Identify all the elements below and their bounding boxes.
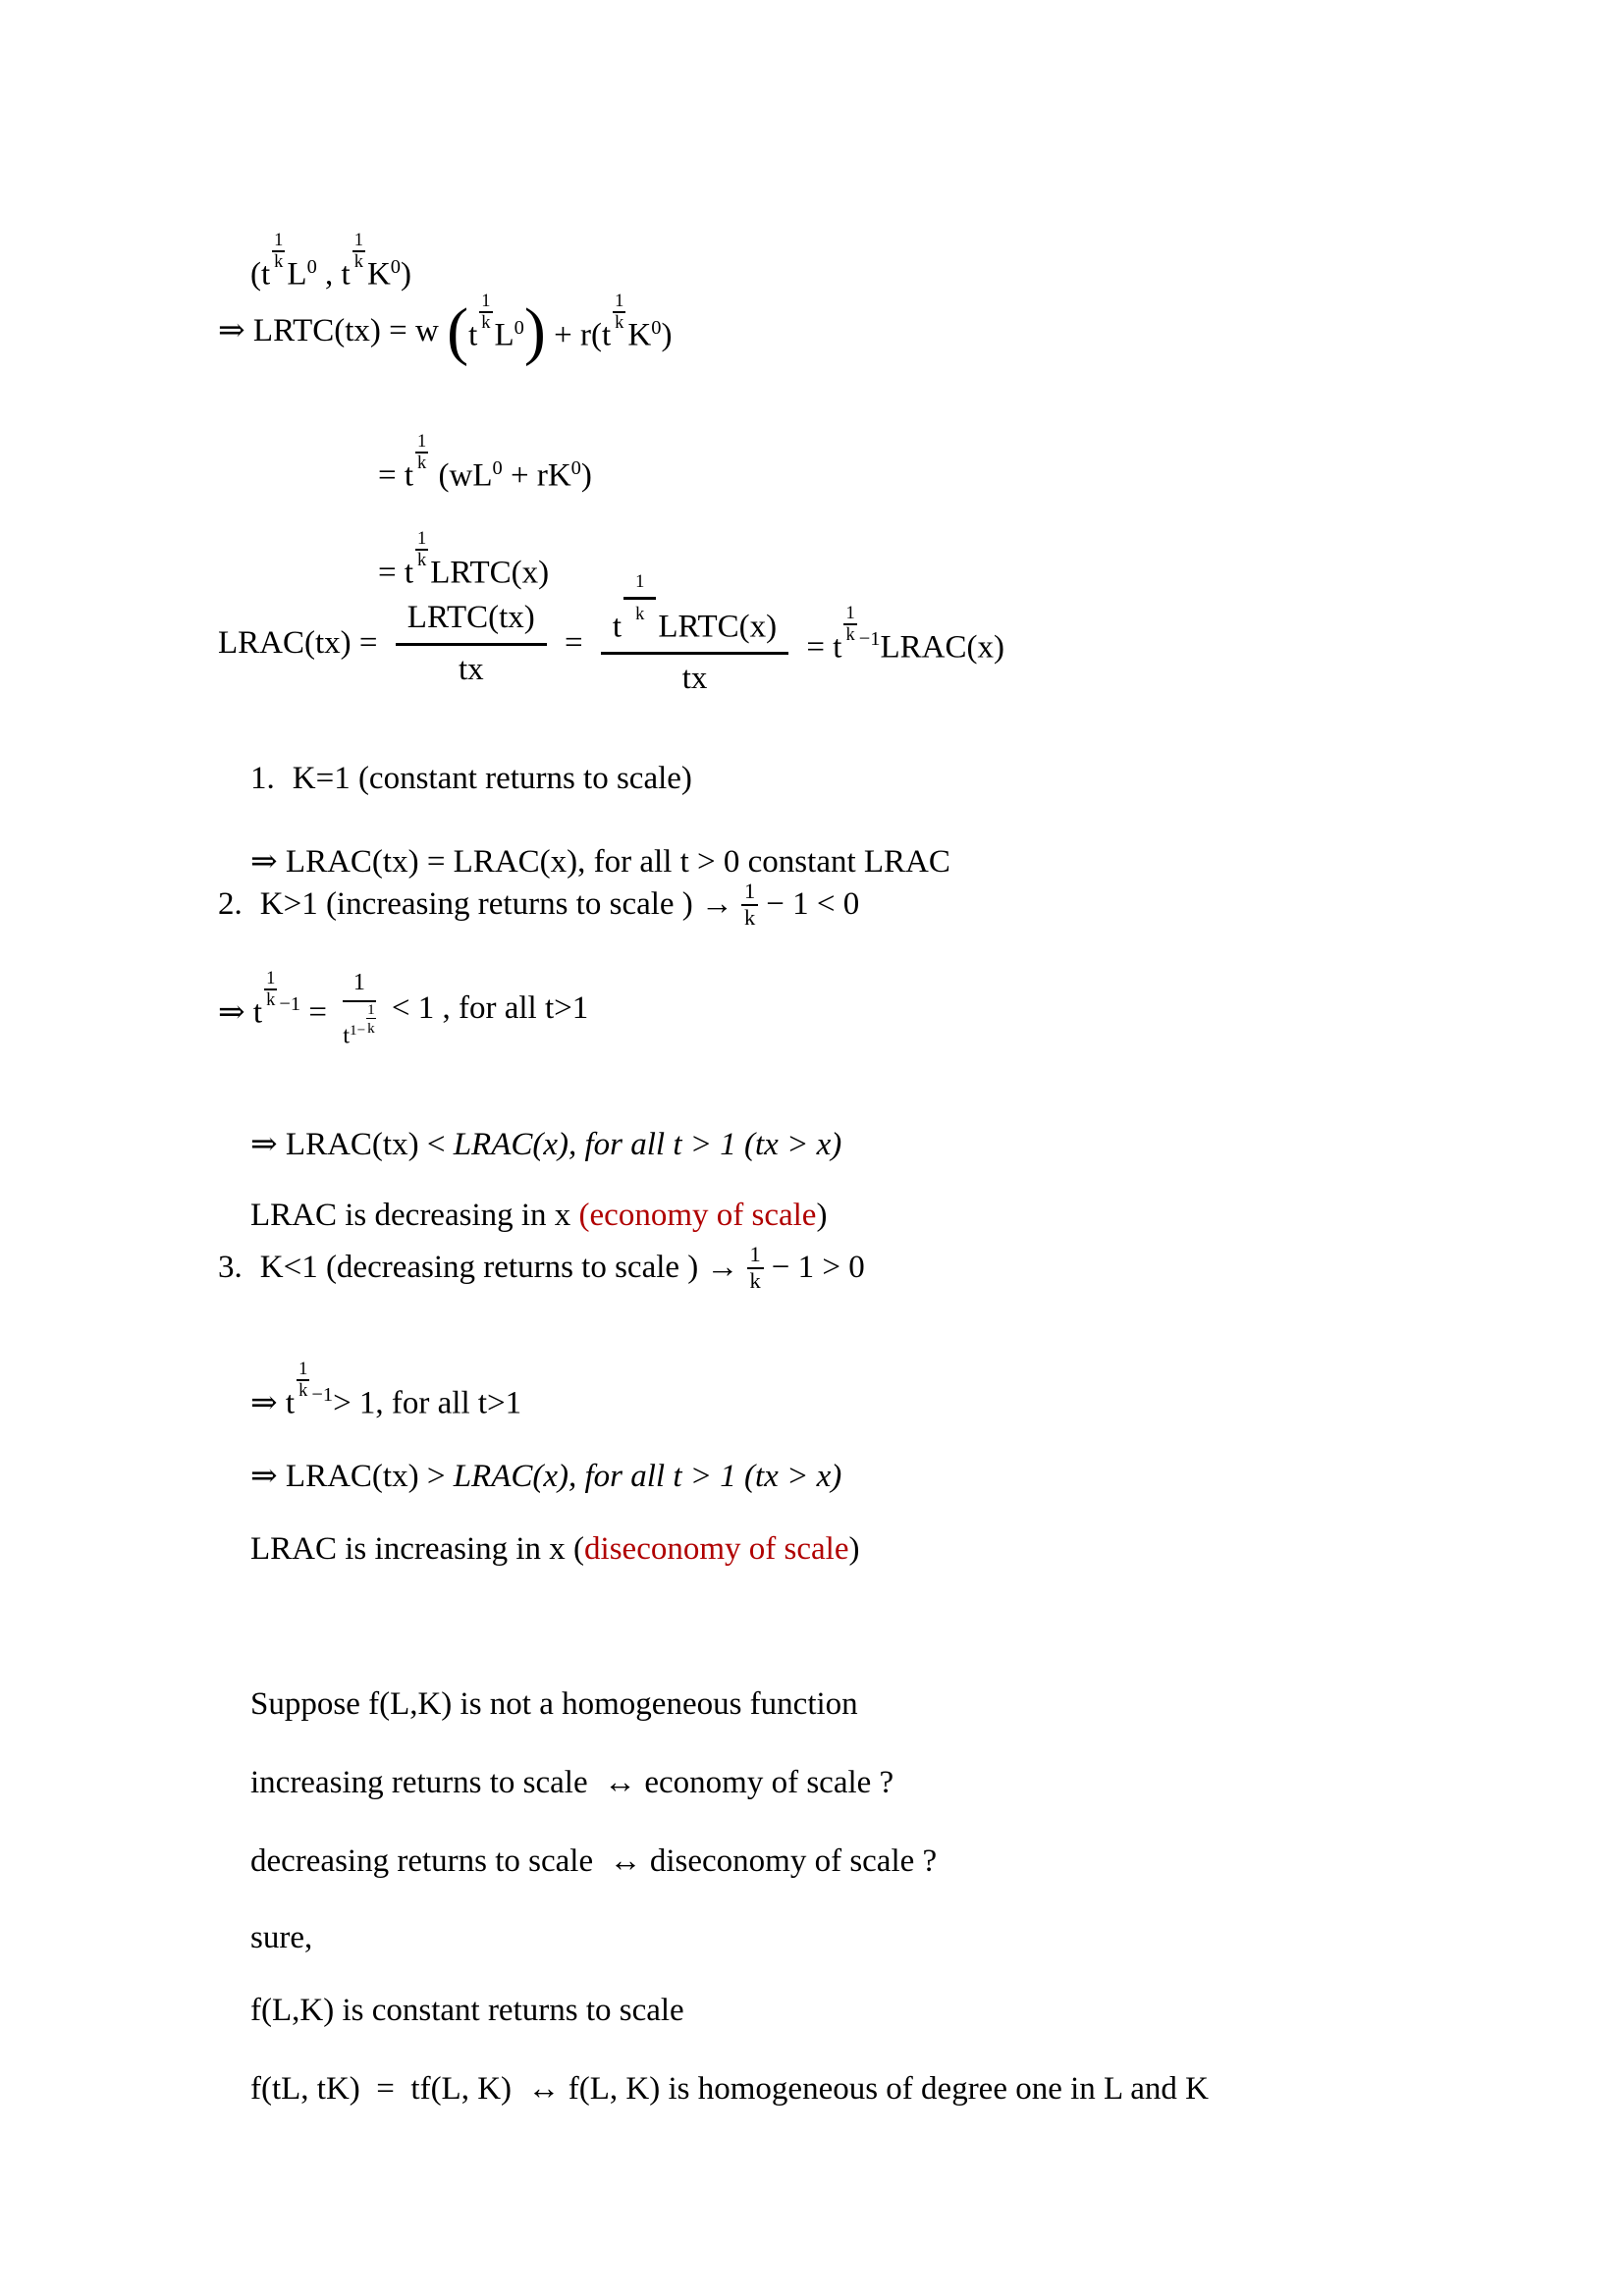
implies-arrow: ⇒ bbox=[250, 1458, 278, 1494]
run: = bbox=[300, 994, 336, 1031]
denominator: k bbox=[298, 1379, 308, 1400]
paragraph-drs-question bbox=[218, 1806, 937, 1918]
run: increasing returns to scale bbox=[250, 1764, 605, 1800]
left-right-arrow: ↔ bbox=[609, 1842, 642, 1879]
run: + rK bbox=[502, 457, 571, 494]
superscript: 0 bbox=[514, 316, 524, 339]
note-diseconomy-of-scale bbox=[218, 1494, 859, 1606]
run: diseconomy of scale ? bbox=[641, 1842, 938, 1879]
list-text: K<1 (decreasing returns to scale ) bbox=[259, 1250, 707, 1286]
run: ) bbox=[401, 256, 412, 293]
denominator: k bbox=[266, 988, 276, 1009]
run: L bbox=[287, 256, 307, 293]
numerator: 1 bbox=[343, 968, 375, 1001]
denominator: k bbox=[845, 623, 855, 644]
run: LRTC(x) bbox=[658, 609, 778, 645]
list-number: 1. bbox=[250, 760, 275, 796]
run: , t bbox=[316, 256, 351, 293]
exponent-fraction bbox=[613, 292, 625, 332]
exponent-fraction bbox=[843, 604, 856, 644]
run: LRAC(tx) = bbox=[218, 625, 386, 662]
run bbox=[218, 968, 336, 1032]
display-fraction bbox=[343, 968, 375, 1049]
italic-run: LRAC(x), for all t > 1 (tx > x) bbox=[453, 1126, 842, 1162]
run bbox=[545, 291, 673, 354]
run: economy of scale ? bbox=[636, 1764, 894, 1800]
display-fraction bbox=[747, 1243, 764, 1293]
numerator: 1 bbox=[264, 969, 277, 989]
numerator: 1 bbox=[843, 604, 856, 624]
run: = t bbox=[378, 457, 414, 494]
numerator: 1 bbox=[367, 1001, 375, 1018]
run: 1− bbox=[349, 1022, 366, 1039]
numerator: 1 bbox=[613, 292, 625, 312]
maps-to-arrow: → bbox=[706, 1250, 739, 1286]
run: f(tL, tK) = tf(L, K) bbox=[250, 2070, 528, 2107]
run: f(L,K) is constant returns to scale bbox=[250, 1992, 684, 2028]
run: ) bbox=[580, 457, 592, 494]
denominator: k bbox=[367, 1020, 375, 1037]
eq-lrtc-expansion bbox=[218, 291, 672, 373]
numerator: 1 bbox=[623, 572, 656, 599]
run: − 1 > 0 bbox=[771, 1250, 865, 1286]
numerator: 1 bbox=[747, 1243, 764, 1269]
run bbox=[798, 603, 1004, 667]
denominator: k bbox=[417, 549, 427, 569]
list-number: 2. bbox=[218, 886, 243, 923]
numerator: LRTC(tx) bbox=[396, 599, 547, 646]
implies-arrow: ⇒ bbox=[218, 994, 245, 1031]
list-text: K>1 (increasing returns to scale ) bbox=[259, 886, 702, 923]
run: t bbox=[343, 1022, 350, 1049]
numerator: 1 bbox=[352, 231, 365, 251]
eq-lrac-chain bbox=[218, 571, 1004, 701]
list-text: K=1 (constant returns to scale) bbox=[292, 760, 692, 796]
display-fraction bbox=[741, 880, 758, 930]
run: K bbox=[627, 317, 652, 353]
denominator: k bbox=[749, 1268, 761, 1293]
denominator: tx bbox=[458, 651, 484, 687]
exponent-fraction bbox=[415, 529, 428, 569]
exponent-fraction bbox=[297, 1360, 309, 1400]
run: f(L, K) is homogeneous of degree one in L and K bbox=[560, 2070, 1209, 2107]
red-annotation: (economy of scale bbox=[578, 1197, 817, 1233]
run: LRTC(tx) = w bbox=[244, 313, 448, 349]
denominator bbox=[343, 1002, 375, 1050]
red-annotation: diseconomy of scale bbox=[584, 1530, 849, 1567]
run: (t bbox=[250, 256, 271, 293]
denominator: k bbox=[635, 603, 645, 623]
exponent-minus-one: −1 bbox=[311, 1384, 334, 1407]
tiny-fraction bbox=[366, 1003, 376, 1037]
run: LRAC(x) bbox=[880, 629, 1004, 666]
implies-arrow: ⇒ bbox=[250, 843, 278, 880]
denominator: k bbox=[615, 311, 624, 332]
run: LRAC is decreasing in x bbox=[250, 1197, 579, 1233]
exponent-fraction bbox=[623, 572, 656, 623]
run: LRTC(x) bbox=[430, 555, 550, 591]
list-number: 3. bbox=[218, 1250, 243, 1286]
run: + r(t bbox=[545, 317, 612, 353]
numerator: 1 bbox=[415, 432, 428, 453]
run: t bbox=[468, 317, 478, 353]
run: K bbox=[366, 256, 391, 293]
list-item-case2 bbox=[218, 874, 859, 936]
run: = t bbox=[378, 555, 414, 591]
denominator: k bbox=[353, 250, 363, 271]
eq-case2-power bbox=[218, 967, 588, 1051]
run: L bbox=[494, 317, 514, 353]
exponent-minus-one: −1 bbox=[858, 627, 881, 650]
denominator: k bbox=[417, 452, 427, 472]
superscript: 0 bbox=[651, 316, 662, 339]
run: < 1 , for all t>1 bbox=[383, 990, 589, 1027]
list-item-case3 bbox=[218, 1237, 865, 1300]
numerator: 1 bbox=[479, 292, 492, 312]
run: Suppose f(L,K) is not a homogeneous function bbox=[250, 1685, 858, 1722]
numerator: 1 bbox=[415, 529, 428, 550]
display-fraction bbox=[396, 599, 547, 689]
denominator: k bbox=[744, 905, 756, 930]
run: = t bbox=[798, 629, 842, 666]
implies-arrow: ⇒ bbox=[250, 1385, 278, 1421]
denominator: k bbox=[274, 250, 284, 271]
left-right-arrow: ↔ bbox=[527, 2070, 561, 2107]
exponent-fraction bbox=[415, 432, 428, 472]
close-paren: ) bbox=[523, 294, 546, 367]
run: decreasing returns to scale bbox=[250, 1842, 610, 1879]
run: = bbox=[556, 625, 591, 662]
numerator: 1 bbox=[272, 231, 285, 251]
numerator: 1 bbox=[297, 1360, 309, 1380]
run: > 1, for all t>1 bbox=[333, 1385, 522, 1421]
run: − 1 < 0 bbox=[766, 886, 860, 923]
run: LRAC(tx) > bbox=[277, 1458, 454, 1494]
exponent-fraction bbox=[264, 969, 277, 1009]
superscript-exponent bbox=[349, 1001, 376, 1039]
run: sure, bbox=[250, 1919, 313, 1955]
run bbox=[468, 291, 524, 354]
implies-arrow: ⇒ bbox=[218, 313, 245, 349]
superscript: 0 bbox=[306, 256, 317, 279]
left-right-arrow: ↔ bbox=[604, 1764, 637, 1800]
numerator: 1 bbox=[741, 880, 758, 906]
implies-arrow: ⇒ bbox=[250, 1126, 278, 1162]
superscript: 0 bbox=[390, 256, 402, 279]
run bbox=[218, 313, 447, 350]
denominator: k bbox=[481, 311, 491, 332]
denominator: tx bbox=[681, 660, 708, 696]
open-paren: ( bbox=[447, 294, 469, 367]
exponent-fraction bbox=[479, 292, 492, 332]
superscript: 0 bbox=[492, 457, 503, 480]
maps-to-arrow: → bbox=[701, 886, 734, 923]
italic-run: LRAC(x), for all t > 1 (tx > x) bbox=[453, 1458, 842, 1494]
run: t bbox=[244, 994, 263, 1031]
paragraph-homogeneity bbox=[218, 2034, 1209, 2146]
run: (wL bbox=[430, 457, 493, 494]
run: LRAC(tx) < bbox=[277, 1126, 454, 1162]
run: LRAC(tx) = LRAC(x), for all t > 0 constant LRAC bbox=[277, 843, 950, 880]
close-paren: ) bbox=[848, 1530, 860, 1567]
close-paren: ) bbox=[816, 1197, 828, 1233]
run: t bbox=[612, 609, 623, 645]
run: t bbox=[277, 1385, 296, 1421]
exponent-minus-one: −1 bbox=[279, 992, 301, 1015]
run: ) bbox=[661, 317, 673, 353]
exponent-fraction bbox=[352, 231, 365, 271]
superscript: 0 bbox=[570, 457, 581, 480]
numerator bbox=[601, 571, 788, 655]
exponent-fraction bbox=[272, 231, 285, 271]
run: LRAC is increasing in x ( bbox=[250, 1530, 585, 1567]
display-fraction bbox=[601, 571, 788, 699]
